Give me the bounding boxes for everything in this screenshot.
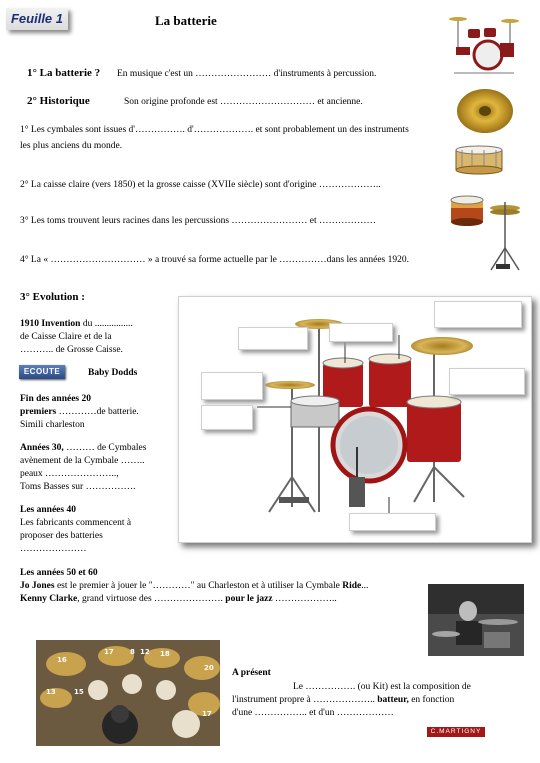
ride-label: Ride: [342, 581, 362, 591]
question-3: 3° Les toms trouvent leurs racines dans les percussions …………………… et ………………: [20, 216, 377, 226]
evolution-30s: [20, 442, 180, 494]
evolution-30s-label: Années 30,: [20, 443, 64, 453]
apresent-title: A présent: [232, 668, 271, 678]
drumkit-diagram: [178, 296, 532, 543]
evolution-20s-line2: …………de batterie.: [58, 407, 139, 417]
label-box-2[interactable]: [329, 323, 393, 342]
evolution-50s: [20, 567, 430, 606]
kenny-clarke-end: ………………..: [275, 594, 337, 604]
author-signature: C.MARTIGNY: [427, 727, 485, 737]
drummer-kit-photo: [36, 640, 220, 746]
page-title: La batterie: [155, 13, 217, 28]
evolution-20s: [20, 393, 180, 432]
section1-text: En musique c'est un …………………… d'instruments à percussion.: [117, 69, 377, 79]
kit-number: 15: [74, 688, 84, 696]
apresent-line2-a: l'instrument propre à ………………..: [232, 695, 375, 705]
kit-number: 17: [202, 710, 212, 718]
kit-number: 13: [46, 688, 56, 696]
ecoute-button[interactable]: ECOUTE: [19, 365, 65, 379]
cymbal-image: [456, 87, 514, 135]
label-box-1[interactable]: [238, 327, 308, 350]
evolution-20s-premiers: premiers: [20, 407, 57, 417]
evolution-40s-label: Les années 40: [20, 505, 76, 515]
section1-heading: 1° La batterie ?: [27, 67, 101, 79]
label-box-7[interactable]: [349, 513, 436, 531]
hihat-stand-image: [486, 198, 524, 274]
kit-number: 18: [160, 650, 170, 658]
evolution-20s-label: Fin des années 20: [20, 394, 91, 404]
jo-jones-photo: [428, 584, 524, 656]
section2-text: Son origine profonde est ………………………… et ancienne.: [124, 97, 363, 107]
sheet-tab: Feuille 1: [6, 8, 68, 30]
label-box-3[interactable]: [434, 301, 522, 328]
apresent-line1: Le ……………. (ou Kit) est la composition de: [293, 682, 471, 692]
apresent-line3: d'une …………….. et d'un ………………: [232, 708, 394, 718]
label-box-4[interactable]: [201, 372, 263, 400]
label-box-5[interactable]: [449, 368, 525, 395]
kit-number: 12: [140, 648, 150, 656]
kit-number: 20: [204, 664, 214, 672]
question-4: 4° La « ………………………… » a trouvé sa forme actuelle par le ……………dans les années 1920.: [20, 255, 409, 265]
evolution-1910-line1: du ................: [82, 319, 133, 329]
evolution-30s-line4: Toms Basses sur …………….: [20, 482, 136, 492]
baby-dodds-label: Baby Dodds: [88, 368, 138, 378]
apresent-line2-c: en fonction: [411, 695, 455, 705]
evolution-1910-line2: de Caisse Claire et de la: [20, 332, 112, 342]
section3-heading: 3° Evolution :: [20, 291, 85, 303]
section2-heading: 2° Historique: [27, 95, 90, 107]
evolution-30s-line3: peaux …………………..,: [20, 469, 119, 479]
jo-jones-name: Jo Jones: [20, 581, 55, 591]
kenny-clarke-text: , grand virtuose des ………………….: [77, 594, 223, 604]
tom-drum-image: [449, 194, 485, 228]
drumkit-image-small: [448, 13, 520, 75]
jo-jones-text: est le premier à jouer le "…………" au Charleston et à utiliser la Cymbale: [56, 581, 340, 591]
evolution-1910-line3: ……….. de Grosse Caisse.: [20, 345, 123, 355]
question-1: 1° Les cymbales sont issues d'……………. d'………………. et sont probablement un des instruments les plus anciens du monde.: [20, 125, 409, 151]
kit-number: 17: [104, 648, 114, 656]
evolution-40s-line1: Les fabricants commencent à: [20, 518, 132, 528]
apresent-line2: [232, 694, 532, 707]
label-box-6[interactable]: [201, 405, 253, 430]
evolution-50s-label: Les années 50 et 60: [20, 568, 98, 578]
evolution-30s-line2: avènement de la Cymbale ……..: [20, 456, 145, 466]
kenny-clarke-name: Kenny Clarke: [20, 594, 78, 604]
evolution-1910: [20, 318, 180, 357]
kit-number: 8: [130, 648, 135, 656]
apresent-batteur: batteur,: [377, 695, 409, 705]
evolution-40s-line3: …………………: [20, 544, 87, 554]
evolution-30s-line1: ……… de Cymbales: [66, 443, 147, 453]
evolution-40s-line2: proposer des batteries: [20, 531, 103, 541]
snare-drum-image: [454, 144, 504, 176]
evolution-1910-label: 1910 Invention: [20, 319, 81, 329]
jo-jones-end: ...: [361, 581, 369, 591]
question-2: 2° La caisse claire (vers 1850) et la grosse caisse (XVIIe siècle) sont d'origine ………………..: [20, 180, 381, 190]
kit-number: 16: [57, 656, 67, 664]
pour-le-jazz: pour le jazz: [225, 594, 273, 604]
evolution-40s: [20, 504, 180, 556]
evolution-20s-line3: Simili charleston: [20, 420, 85, 430]
